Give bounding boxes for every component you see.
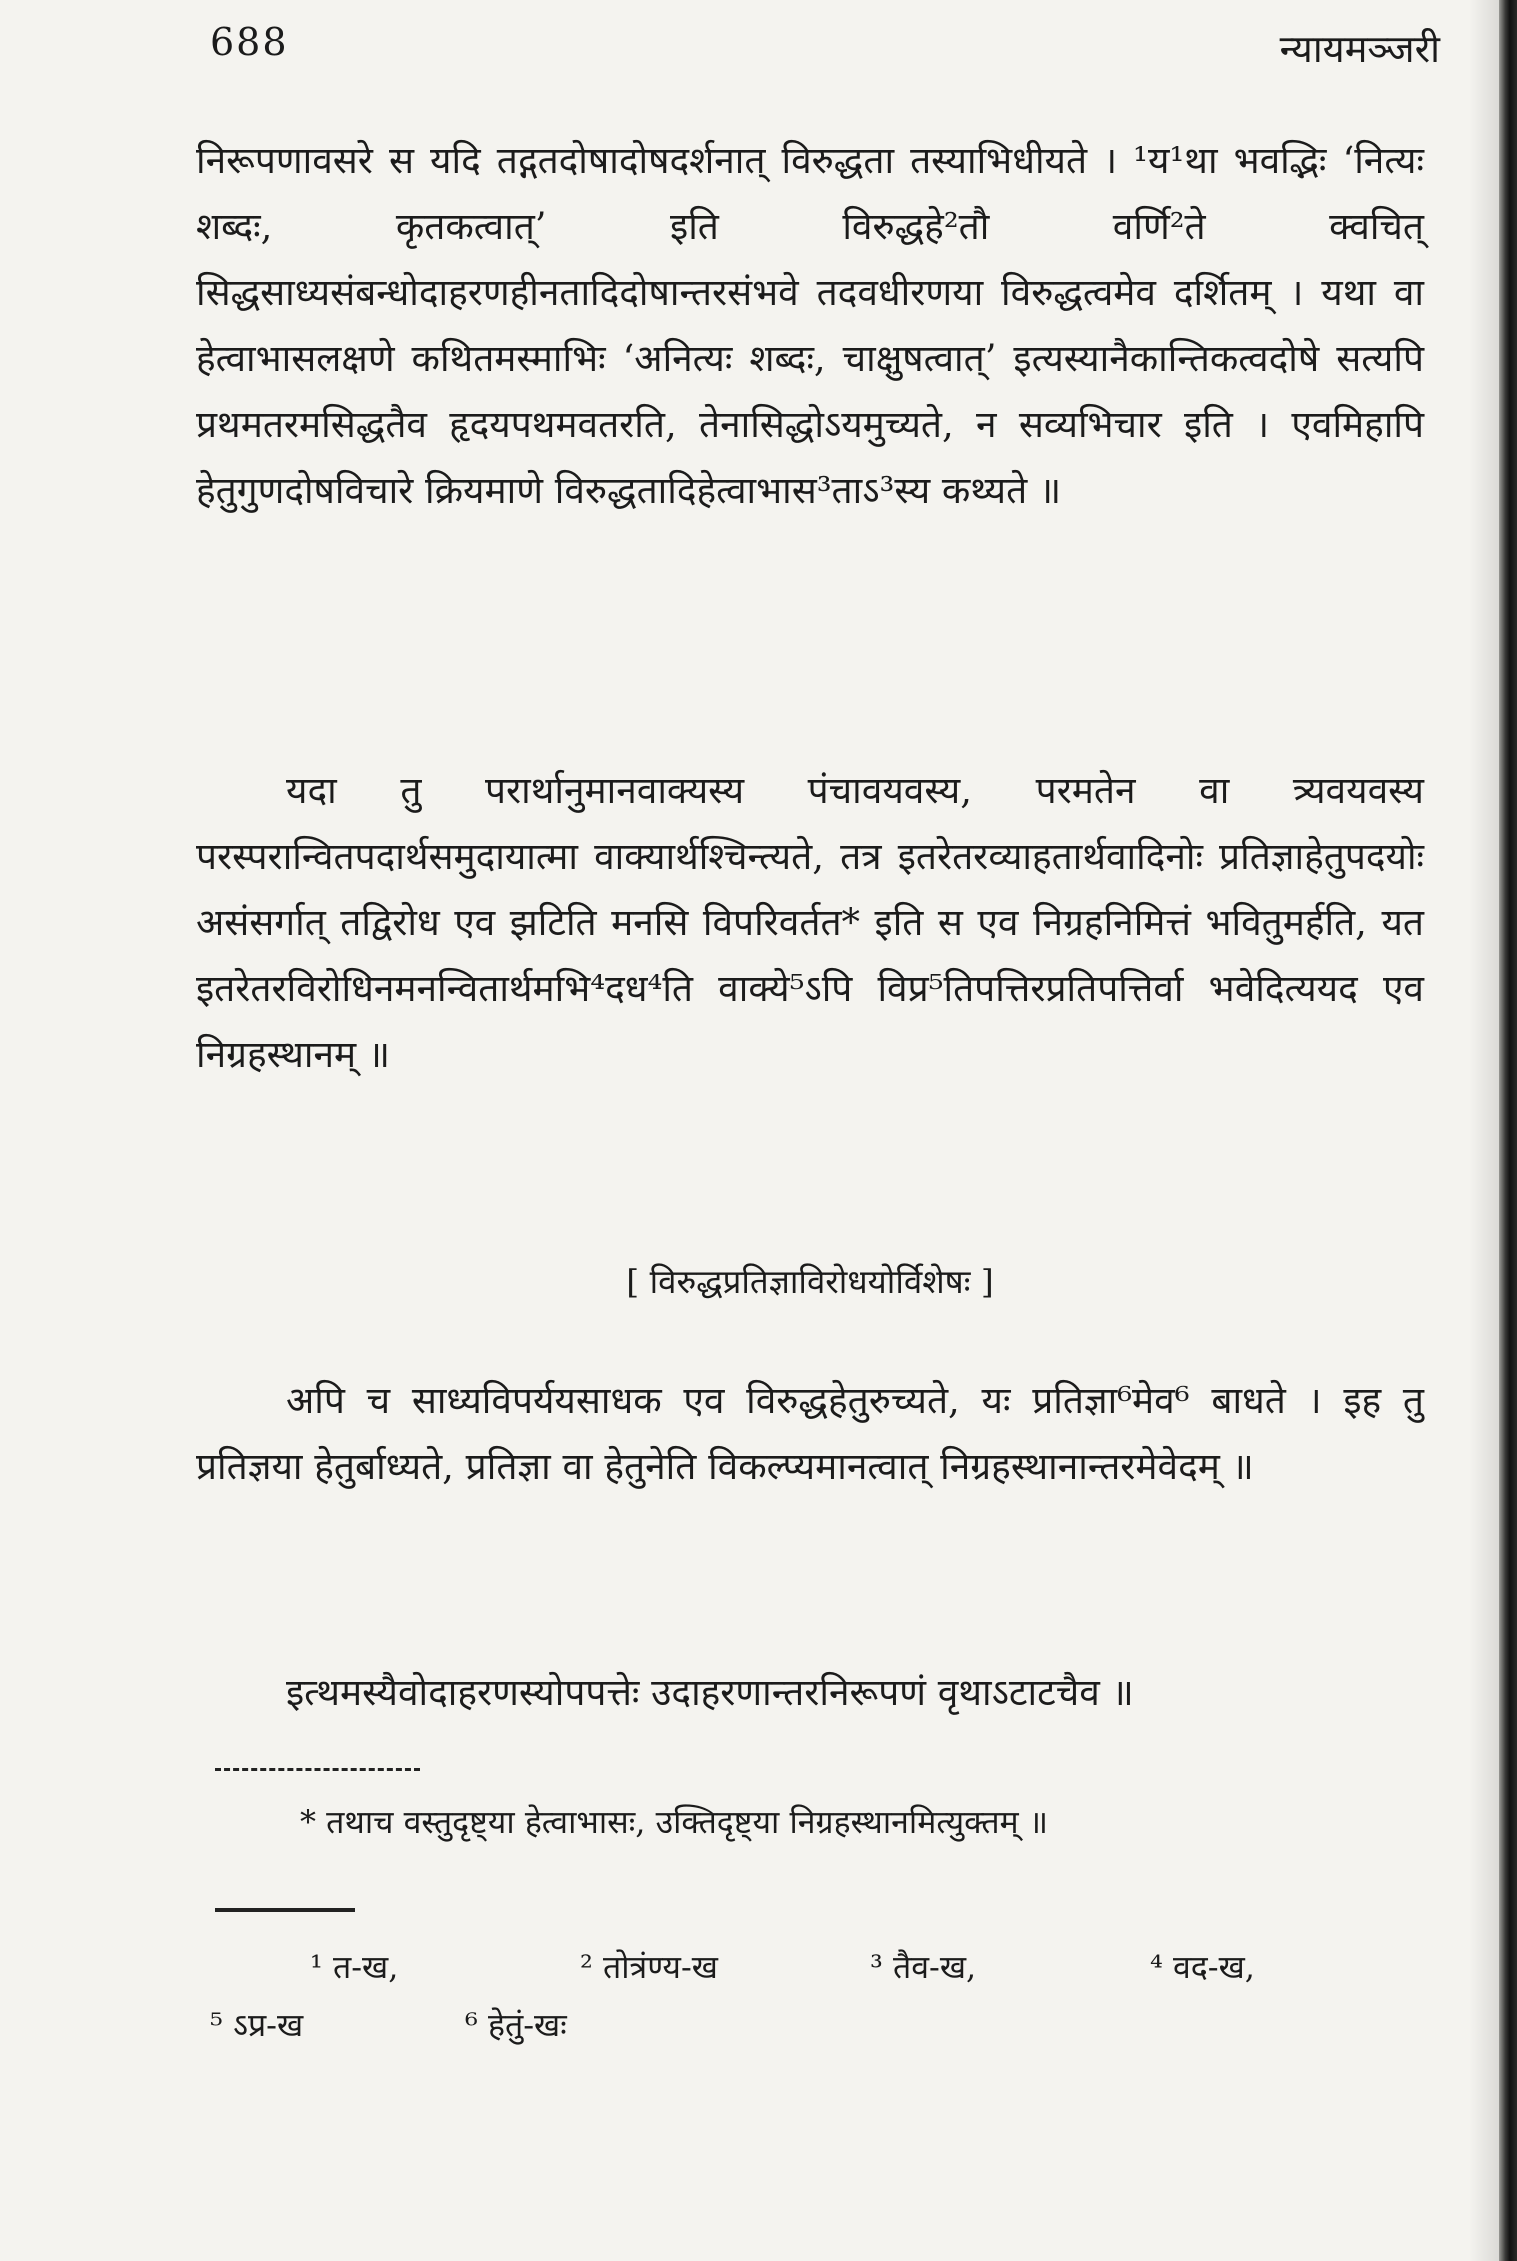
variant-reading: ² तोत्रंण्य-ख [580, 1948, 718, 1986]
variant-reading: ⁵ ऽप्र-ख [210, 2006, 304, 2044]
section-heading: [ विरुद्धप्रतिज्ञाविरोधयोर्विशेषः ] [626, 1262, 994, 1301]
paragraph-4: इत्थमस्यैवोदाहरणस्योपपत्तेः उदाहरणान्तरनिरूपणं वृथाऽटाटचैव ॥ [286, 1671, 1134, 1714]
binding-edge [1499, 0, 1517, 2261]
paragraph-1: निरूपणावसरे स यदि तद्गतदोषादोषदर्शनात् विरुद्धता तस्याभिधीयते । ¹य¹था भवद्भिः ‘नित्यः शब्दः, कृतकत्वात्’ इति विरुद्धहे²तौ वर्णि²ते क्वचित् सिद्धसाध्यसंबन्धोदाहरणहीनतादिदोषान्तरसंभवे तदवधीरणया विरुद्धत्वमेव दर्शितम् । यथा वा हेत्वाभासलक्षणे कथितमस्माभिः ‘अनित्यः शब्दः, चाक्षुषत्वात्’ इत्यस्यानैकान्तिकत्वदोषे सत्यपि प्रथमतरमसिद्धतैव हृदयपथमवतरति, तेनासिद्धोऽयमुच्यते, न सव्यभिचार इति । एवमिहापि हेतुगुणदोषविचारे क्रियमाणे विरुद्धतादिहेत्वाभास³ताऽ³स्य कथ्यते ॥ [196, 139, 1424, 512]
running-head: न्यायमञ्जरी [1279, 27, 1440, 71]
paragraph-3: अपि च साध्यविपर्ययसाधक एव विरुद्धहेतुरुच्यते, यः प्रतिज्ञा⁶मेव⁶ बाधते । इह तु प्रतिज्ञया हेतुर्बाध्यते, प्रतिज्ञा वा हेतुनेति विकल्प्यमानत्वात् निग्रहस्थानान्तरमेवेदम् ॥ [196, 1379, 1424, 1488]
paragraph-2: यदा तु परार्थानुमानवाक्यस्य पंचावयवस्य, परमतेन वा त्र्यवयवस्य परस्परान्वितपदार्थसमुदायात्मा वाक्यार्थश्चिन्त्यते, तत्र इतरेतरव्याहतार्थवादिनोः प्रतिज्ञाहेतुपदयोः असंसर्गात् तद्विरोध एव झटिति मनसि विपरिवर्तत* इति स एव निग्रहनिमित्तं भवितुमर्हति, यत इतरेतरविरोधिनमनन्वितार्थमभि⁴दध⁴ति वाक्ये⁵ऽपि विप्र⁵तिपत्तिरप्रतिपत्तिर्वा भवेदित्ययद एव निग्रहस्थानम् ॥ [196, 769, 1424, 1076]
binding-shadow [1469, 0, 1499, 2261]
note-divider [215, 1768, 420, 1771]
page-number: 688 [210, 20, 289, 64]
author-footnote: * तथाच वस्तुदृष्ट्या हेत्वाभासः, उक्तिदृष्ट्या निग्रहस्थानमित्युक्तम् ॥ [300, 1803, 1049, 1841]
variant-reading: ³ तैव-ख, [870, 1948, 977, 1986]
footnote-divider [215, 1908, 355, 1912]
variant-reading: ⁶ हेतुं-खः [465, 2006, 567, 2044]
variant-reading: ¹ त-ख, [310, 1948, 399, 1986]
variant-reading: ⁴ वद-ख, [1150, 1948, 1255, 1986]
variant-readings [210, 1938, 1390, 2054]
